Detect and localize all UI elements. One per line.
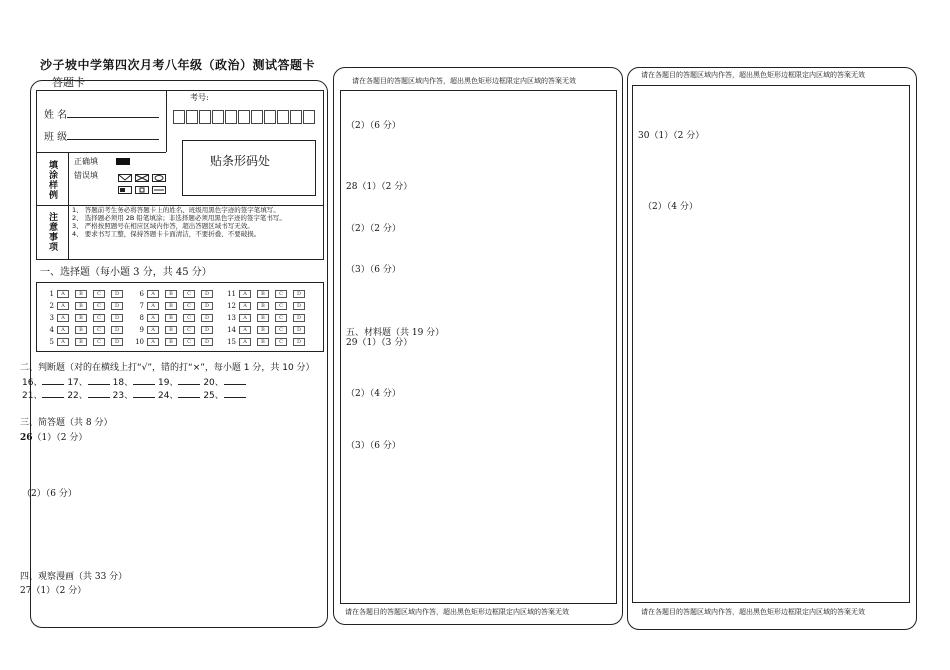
option-b[interactable]: B (165, 326, 177, 334)
option-c[interactable]: C (183, 326, 195, 334)
class-field[interactable] (67, 139, 159, 140)
q30-part2: （2）（4 分） (643, 202, 698, 212)
q27-part2: （2）（6 分） (346, 121, 401, 131)
option-b[interactable]: B (75, 302, 87, 310)
q30-part1: 30（1）（2 分） (638, 131, 705, 141)
q29-part3: （3）（6 分） (346, 441, 401, 451)
option-c[interactable]: C (183, 302, 195, 310)
notes-label: 注意事项 (47, 212, 57, 252)
option-d[interactable]: D (293, 326, 305, 334)
option-b[interactable]: B (257, 290, 269, 298)
mcq-row: 9 A B C D (130, 326, 219, 334)
panel2-bottom-note: 请在各题目的答题区域内作答，超出黑色矩形边框限定内区域的答案无效 (345, 608, 569, 616)
section3-title: 三、简答题（共 8 分） (20, 418, 113, 428)
option-a[interactable]: A (239, 338, 251, 346)
panel3-answer-area (632, 85, 910, 603)
barcode-label: 贴条形码处 (210, 154, 271, 168)
option-a[interactable]: A (147, 314, 159, 322)
option-b[interactable]: B (165, 314, 177, 322)
option-b[interactable]: B (257, 302, 269, 310)
option-c[interactable]: C (275, 314, 287, 322)
option-b[interactable]: B (75, 314, 87, 322)
option-d[interactable]: D (111, 314, 123, 322)
exam-no-boxes[interactable] (173, 110, 316, 124)
mcq-row: 14 A B C D (222, 326, 311, 334)
note-item: 2、 选择题必须用 2B 铅笔填涂；非选择题必须用黑色字迹的签字笔书写。 (72, 214, 286, 222)
class-label-text: 班 级 (44, 132, 68, 143)
answer-sheet-subtitle: 答题卡 (52, 76, 85, 89)
section1-title: 一、选择题（每小题 3 分，共 45 分） (40, 267, 212, 278)
option-a[interactable]: A (57, 338, 69, 346)
option-a[interactable]: A (239, 302, 251, 310)
option-d[interactable]: D (293, 302, 305, 310)
note-item: 3、 严格按照题号在相应区域内作答，超出答题区域书写无效。 (72, 222, 254, 230)
option-d[interactable]: D (111, 338, 123, 346)
judge-answer[interactable] (42, 397, 64, 398)
option-d[interactable]: D (201, 290, 213, 298)
note-item: 1、 答题前考生务必将答题卡上的姓名、班级用黑色字迹的签字笔填写。 (72, 206, 280, 214)
option-c[interactable]: C (93, 326, 105, 334)
option-a[interactable]: A (147, 290, 159, 298)
fill-example-label: 填涂样例 (47, 160, 57, 200)
panel2-top-note: 请在各题目的答题区域内作答，超出黑色矩形边框限定内区域的答案无效 (352, 77, 576, 85)
mcq-row: 1 A B C D (40, 290, 129, 298)
option-c[interactable]: C (183, 338, 195, 346)
option-b[interactable]: B (75, 338, 87, 346)
judge-answer[interactable] (133, 397, 155, 398)
mcq-row: 13 A B C D (222, 314, 311, 322)
option-d[interactable]: D (201, 314, 213, 322)
option-d[interactable]: D (111, 302, 123, 310)
panel3-top-note: 请在各题目的答题区域内作答，超出黑色矩形边框限定内区域的答案无效 (641, 71, 865, 79)
judge-answer[interactable] (178, 397, 200, 398)
mcq-row: 4 A B C D (40, 326, 129, 334)
option-d[interactable]: D (293, 290, 305, 298)
option-c[interactable]: C (275, 302, 287, 310)
judge-answer[interactable] (88, 384, 110, 385)
mcq-row: 12 A B C D (222, 302, 311, 310)
option-a[interactable]: A (239, 326, 251, 334)
option-b[interactable]: B (75, 290, 87, 298)
option-b[interactable]: B (257, 314, 269, 322)
mcq-row: 2 A B C D (40, 302, 129, 310)
q28-part2: （2）（2 分） (346, 224, 401, 234)
option-a[interactable]: A (57, 326, 69, 334)
q26-part1 (20, 430, 87, 443)
wrong-fill-marks-row2 (118, 186, 166, 194)
mcq-row: 15 A B C D (222, 338, 311, 346)
option-c[interactable]: C (183, 290, 195, 298)
option-a[interactable]: A (239, 314, 251, 322)
name-field[interactable] (67, 117, 159, 118)
section5-title: 五、材料题（共 19 分） (346, 328, 445, 338)
name-label (44, 106, 159, 121)
name-label-text: 姓 名 (44, 110, 68, 121)
option-c[interactable]: C (275, 338, 287, 346)
judge-row-1: 16、 17、 18、 19、 20、 (22, 375, 246, 388)
q26-number: 26 (20, 433, 33, 443)
q28-part3: （3）（6 分） (346, 265, 401, 275)
judge-answer[interactable] (133, 384, 155, 385)
note-item: 4、 要求书写工整，保持答题卡卡面清洁，不要折叠、不要破损。 (72, 230, 261, 238)
q29-part2: （2）（4 分） (346, 389, 401, 399)
mcq-row: 8 A B C D (130, 314, 219, 322)
option-d[interactable]: D (201, 326, 213, 334)
section2-title: 二、判断题（对的在横线上打“√”，错的打“×”，每小题 1 分，共 10 分） (20, 363, 315, 373)
q28-part1: 28（1）（2 分） (346, 182, 413, 192)
panel3-bottom-note: 请在各题目的答题区域内作答，超出黑色矩形边框限定内区域的答案无效 (641, 608, 865, 616)
judge-answer[interactable] (224, 397, 246, 398)
option-d[interactable]: D (293, 314, 305, 322)
mcq-row: 6 A B C D (130, 290, 219, 298)
exam-no-label: 考号: (190, 93, 209, 102)
class-label (44, 128, 159, 143)
option-b[interactable]: B (257, 326, 269, 334)
option-c[interactable]: C (93, 314, 105, 322)
option-c[interactable]: C (93, 290, 105, 298)
option-c[interactable]: C (275, 326, 287, 334)
judge-answer[interactable] (88, 397, 110, 398)
option-d[interactable]: D (293, 338, 305, 346)
option-c[interactable]: C (275, 290, 287, 298)
option-a[interactable]: A (57, 302, 69, 310)
q29-part1: 29（1）（3 分） (346, 338, 413, 348)
option-d[interactable]: D (111, 326, 123, 334)
option-a[interactable]: A (147, 302, 159, 310)
mcq-row: 7 A B C D (130, 302, 219, 310)
judge-answer[interactable] (42, 384, 64, 385)
page-title: 沙子坡中学第四次月考八年级（政治）测试答题卡 (40, 58, 316, 72)
correct-fill-mark (116, 158, 130, 165)
judge-answer[interactable] (178, 384, 200, 385)
judge-row-2: 21、 22、 23、 24、 25、 (22, 388, 246, 401)
option-b[interactable]: B (165, 302, 177, 310)
option-d[interactable]: D (111, 290, 123, 298)
judge-answer[interactable] (224, 384, 246, 385)
option-a[interactable]: A (147, 338, 159, 346)
option-a[interactable]: A (57, 290, 69, 298)
option-c[interactable]: C (93, 338, 105, 346)
mcq-row: 5 A B C D (40, 338, 129, 346)
option-b[interactable]: B (165, 290, 177, 298)
correct-fill-label: 正确填 (74, 157, 98, 166)
notes-list (72, 206, 324, 238)
option-a[interactable]: A (147, 326, 159, 334)
section4-title: 四、观察漫画（共 33 分） (20, 572, 128, 582)
option-d[interactable]: D (201, 338, 213, 346)
q26-part1-label: （1）（2 分） (32, 433, 88, 443)
wrong-fill-marks-row1 (118, 174, 166, 182)
option-a[interactable]: A (239, 290, 251, 298)
option-d[interactable]: D (201, 302, 213, 310)
option-c[interactable]: C (93, 302, 105, 310)
wrong-fill-label: 错误填 (74, 171, 98, 180)
option-b[interactable]: B (165, 338, 177, 346)
option-a[interactable]: A (57, 314, 69, 322)
option-c[interactable]: C (183, 314, 195, 322)
option-b[interactable]: B (75, 326, 87, 334)
q26-part2: （2）（6 分） (22, 489, 77, 499)
mcq-row: 11 A B C D (222, 290, 311, 298)
mcq-row: 10 A B C D (130, 338, 219, 346)
q27-part1: 27（1）（2 分） (20, 586, 87, 596)
option-b[interactable]: B (257, 338, 269, 346)
mcq-row: 3 A B C D (40, 314, 129, 322)
